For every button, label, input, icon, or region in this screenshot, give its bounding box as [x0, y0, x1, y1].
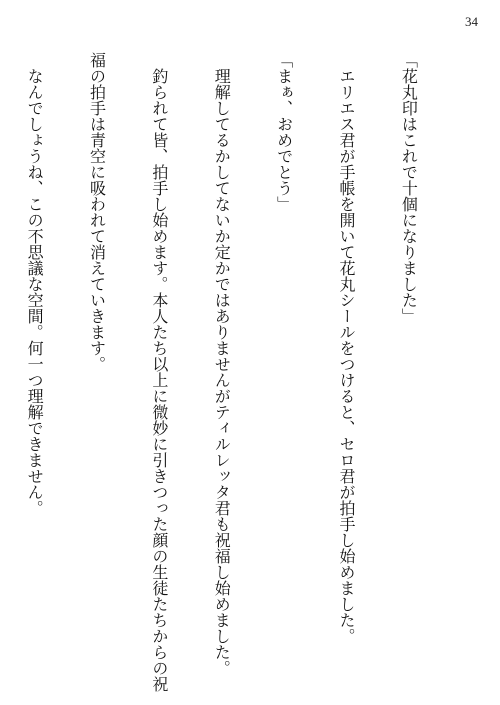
body-text: [0, 52, 460, 692]
text-line: 釣られて皆、拍手し始めます。本人たち以上に微妙に引きつった顔の生徒たちからの祝: [149, 52, 169, 692]
text-line: 「花丸印はこれで十個になりました」: [399, 52, 419, 324]
text-line: 「まぁ、おめでとう」: [274, 52, 294, 212]
page-number: 34: [465, 14, 478, 29]
text-line: なんでしょうね、この不思議な空間。何一つ理解できません。: [25, 52, 45, 516]
text-line: エリエス君が手帳を開いて花丸シールをつけると、セロ君が拍手し始めました。: [337, 52, 357, 644]
text-line: 理解してるかしてないか定かではありませんがティルレッタ君も祝福し始めました。: [212, 52, 232, 676]
text-line: 福の拍手は青空に吸われて消えていきます。: [87, 52, 107, 372]
